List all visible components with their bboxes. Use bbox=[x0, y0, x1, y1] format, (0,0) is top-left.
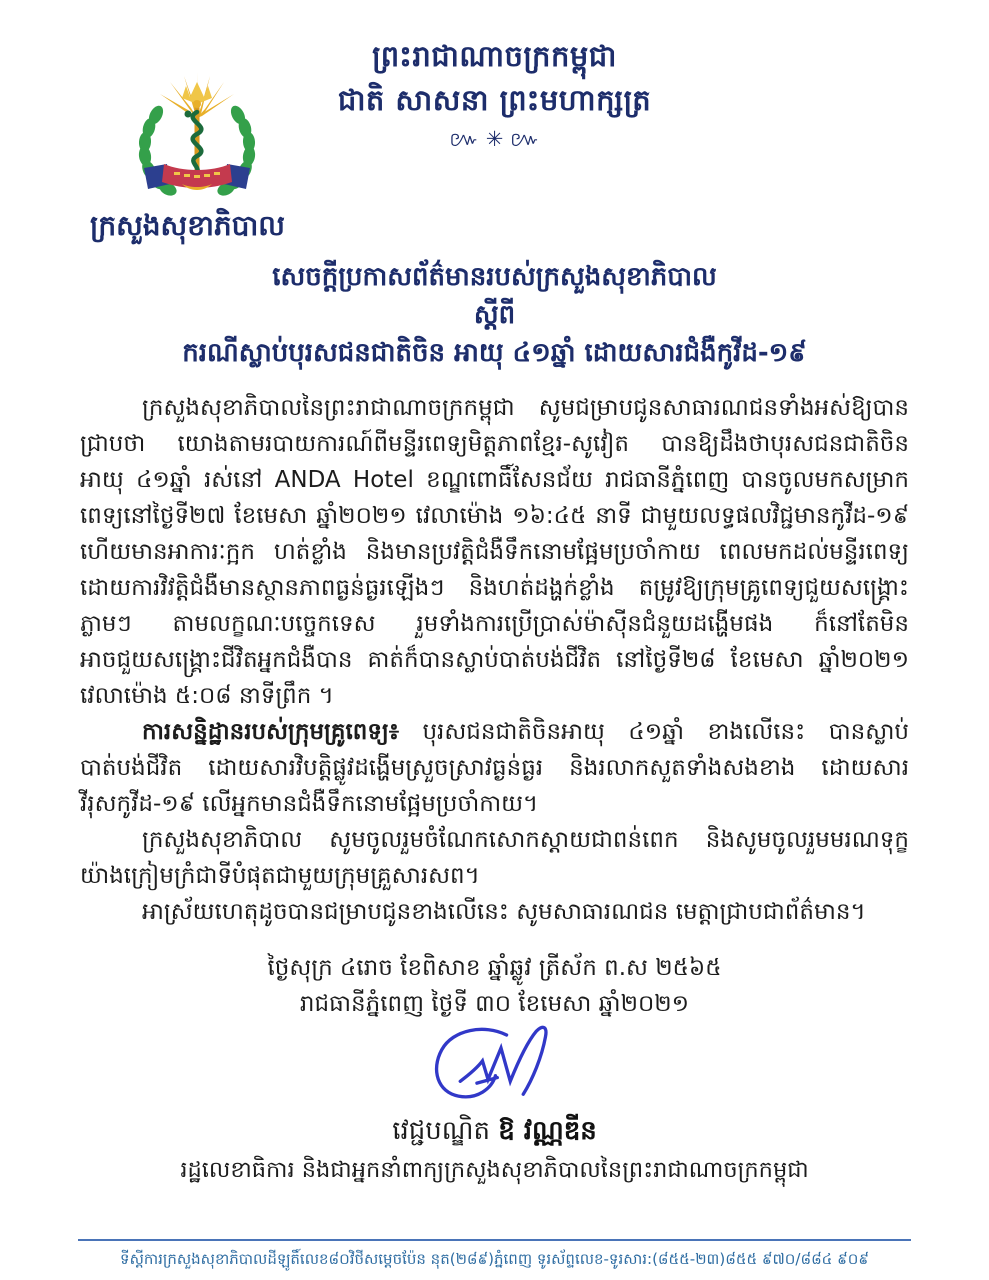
ministry-name: ក្រសួងសុខាភិបាល bbox=[90, 209, 285, 242]
paragraph-closing: អាស្រ័យហេតុដូចបានជម្រាបជូនខាងលើនេះ សូមសាធារណជន មេត្តាជ្រាបជាព័ត៌មាន។ bbox=[142, 899, 866, 925]
title-line1: សេចក្តីប្រកាសព័ត៌មានរបស់ក្រសួងសុខាភិបាល bbox=[272, 262, 717, 292]
signer-name-line bbox=[0, 1114, 989, 1148]
signer-name: ឱ វណ្ណឌីន bbox=[498, 1116, 597, 1146]
signature-icon bbox=[388, 1022, 601, 1110]
signer-title: វេជ្ជបណ្ឌិត bbox=[392, 1116, 490, 1146]
date-block bbox=[0, 950, 989, 1022]
gregorian-date: រាជធានីភ្នំពេញ ថ្ងៃទី ៣០ ខែមេសា ឆ្នាំ២០២១ bbox=[299, 991, 690, 1017]
footer-address: ទីស្តីការក្រសួងសុខាភិបាលដីឡូតិ៍លេខ៨០វិថីសម្តេចប៉ែន នុត(២៨៩)ភ្នំពេញ ទូរស័ព្ទលេខ-ទូរសារ:(៨៥៥-២៣)៨៥៥ ៩៧០/៨៨៤ ៩០៩ bbox=[120, 1250, 869, 1268]
kingdom-motto-line2: ជាតិ សាសនា ព្រះមហាក្សត្រ bbox=[337, 83, 652, 117]
title-line2: ស្តីពី bbox=[473, 300, 516, 330]
kingdom-motto-line1: ព្រះរាជាណាចក្រកម្ពុជា bbox=[372, 39, 617, 73]
signer-role: រដ្ឋលេខាធិការ និងជាអ្នកនាំពាក្យក្រសួងសុខាភិបាលនៃព្រះរាជាណាចក្រកម្ពុជា bbox=[180, 1157, 809, 1183]
document-title bbox=[0, 258, 989, 372]
paragraph-conclusion bbox=[80, 714, 909, 822]
ministry-of-health-logo bbox=[122, 68, 272, 210]
conclusion-rest: បុរសជនជាតិចិនអាយុ ៤១ឆ្នាំ ខាងលើនេះ បានស្លាប់បាត់បង់ជីវិត ដោយសារវិបត្តិផ្លូវដង្ហើមស្រួចស្រាវធ្ងន់ធ្ងរ និងរលាកសួតទាំងសងខាង ដោយសារវីរុសកូវីដ-១៩ លើអ្នកមានជំងឺទឹកនោមផ្អែមប្រចាំកាយ។ bbox=[80, 719, 909, 817]
document-body bbox=[80, 390, 909, 930]
ornament-icon: ៚ ✳ ៚ bbox=[449, 127, 540, 151]
paragraph-condolence: ក្រសួងសុខាភិបាល សូមចូលរួមចំណែកសោកស្តាយជាពន់ពេក និងសូមចូលរួមមរណទុក្ខយ៉ាងក្រៀមក្រំជាទីបំផុតជាមួយក្រុមគ្រួសារសព។ bbox=[80, 827, 909, 889]
conclusion-lead: ការសន្និដ្ឋានរបស់ក្រុមគ្រូពេទ្យ៖ bbox=[142, 719, 399, 745]
title-line3: ករណីស្លាប់បុរសជនជាតិចិន អាយុ ៤១ឆ្នាំ ដោយសារជំងឺកូវីដ-១៩ bbox=[182, 338, 807, 368]
footer bbox=[78, 1239, 911, 1272]
lunar-date: ថ្ងៃសុក្រ ៤រោច ខែពិសាខ ឆ្នាំឆ្លូវ ត្រីស័ក ព.ស ២៥៦៥ bbox=[267, 955, 722, 981]
signature-block bbox=[0, 1022, 989, 1110]
paragraph-report: ក្រសួងសុខាភិបាលនៃព្រះរាជាណាចក្រកម្ពុជា សូមជម្រាបជូនសាធារណជនទាំងអស់ឱ្យបានជ្រាបថា យោងតាមរបាយការណ៍ពីមន្ទីរពេទ្យមិត្តភាពខ្មែរ-សូវៀត បានឱ្យដឹងថាបុរសជនជាតិចិន អាយុ ៤១ឆ្នាំ រស់នៅ ANDA Hotel ខណ្ឌពោធិ៍សែនជ័យ រាជធានីភ្នំពេញ បានចូលមកសម្រាកពេទ្យនៅថ្ងៃទី២៧ ខែមេសា ឆ្នាំ២០២១ វេលាម៉ោង ១៦:៤៥ នាទី ជាមួយលទ្ធផលវិជ្ជមានកូវីដ-១៩ ហើយមានអាការៈក្អក ហត់ខ្លាំង និងមានប្រវត្តិជំងឺទឹកនោមផ្អែមប្រចាំកាយ ពេលមកដល់មន្ទីរពេទ្យ ដោយការវិវត្តិជំងឺមានស្ថានភាពធ្ងន់ធ្ងរឡើងៗ និងហត់ដង្ហក់ខ្លាំង តម្រូវឱ្យក្រុមគ្រូពេទ្យជួយសង្គ្រោះភ្លាមៗ តាមលក្ខណៈបច្ចេកទេស រួមទាំងការប្រើប្រាស់ម៉ាស៊ីនជំនួយដង្ហើមផង ក៏នៅតែមិនអាចជួយសង្គ្រោះជីវិតអ្នកជំងឺបាន គាត់ក៏បានស្លាប់បាត់បង់ជីវិត នៅថ្ងៃទី២៨ ខែមេសា ឆ្នាំ២០២១ វេលាម៉ោង ៥:០៨ នាទីព្រឹក ។ bbox=[80, 395, 909, 709]
ministry-of-health-emblem-icon bbox=[122, 68, 272, 210]
